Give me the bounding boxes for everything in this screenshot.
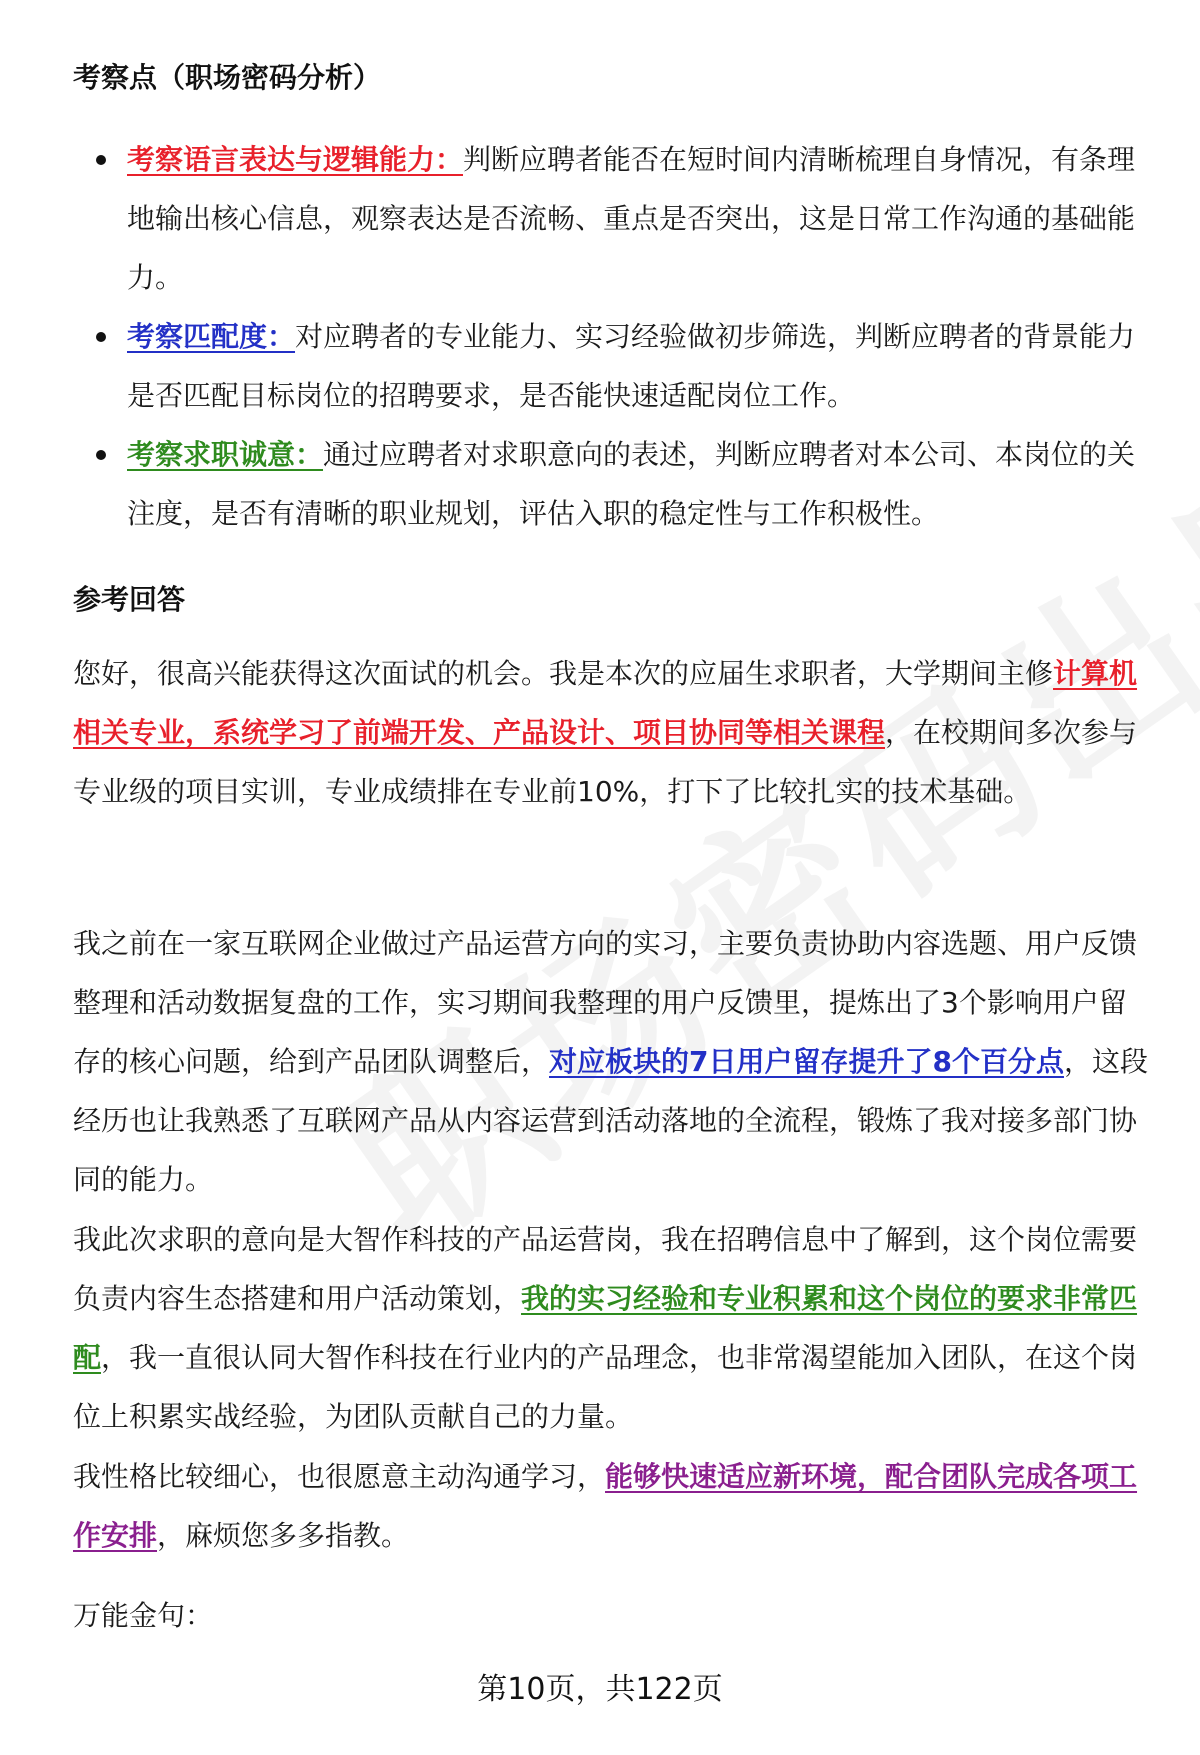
highlight-text: 能够快速适应新环境，配合团队完成各项工作安排 — [73, 1460, 1138, 1552]
section-heading-analysis: 考察点（职场密码分析） — [73, 61, 382, 94]
answer-paragraph-4 — [73, 1447, 1153, 1565]
paragraph-text: 我之前在一家互联网企业做过产品运营方向的实习，主要负责协助内容选题、用户反馈整理和活动数据复盘的工作，实习期间我整理的用户反馈里，提炼出了3个影响用户留存的核心问题，给到产品团队调整后， — [73, 927, 1138, 1078]
closing-line: 万能金句： — [73, 1599, 214, 1632]
list-item-text: 对应聘者的专业能力、实习经验做初步筛选，判断应聘者的背景能力是否匹配目标岗位的招聘要求，是否能快速适配岗位工作。 — [127, 320, 1136, 412]
highlight-text: 计算机相关专业，系统学习了前端开发、产品设计、项目协同等相关课程 — [73, 657, 1138, 749]
list-item — [73, 425, 1153, 543]
paragraph-text: ，麻烦您多多指教。 — [157, 1519, 410, 1552]
highlight-text: 我的实习经验和专业积累和这个岗位的要求非常匹配 — [73, 1282, 1138, 1374]
paragraph-text: 我性格比较细心，也很愿意主动沟通学习， — [73, 1460, 606, 1493]
answer-paragraph-1 — [73, 644, 1153, 821]
paragraph-text: ，这段经历也让我熟悉了互联网产品从内容运营到活动落地的全流程，锻炼了我对接多部门协同的能力。 — [73, 1045, 1148, 1196]
paragraph-text: ，在校期间多次参与专业级的项目实训，专业成绩排在专业前10%，打下了比较扎实的技术基础。 — [73, 716, 1138, 808]
answer-paragraph-3 — [73, 1210, 1153, 1446]
answer-paragraph-2 — [73, 914, 1153, 1209]
list-item-text: 通过应聘者对求职意向的表述，判断应聘者对本公司、本岗位的关注度，是否有清晰的职业规划，评估入职的稳定性与工作积极性。 — [127, 438, 1136, 530]
section-heading-answer: 参考回答 — [73, 583, 186, 616]
paragraph-text: 我此次求职的意向是大智作科技的产品运营岗，我在招聘信息中了解到，这个岗位需要负责内容生态搭建和用户活动策划， — [73, 1223, 1138, 1315]
page-number: 第10页，共122页 — [477, 1672, 723, 1707]
list-item-label: 考察语言表达与逻辑能力： — [127, 143, 464, 176]
list-item — [73, 130, 1153, 307]
list-item-label: 考察求职诚意： — [127, 438, 324, 471]
paragraph-text: 您好，很高兴能获得这次面试的机会。我是本次的应届生求职者，大学期间主修 — [73, 657, 1054, 690]
list-item-label: 考察匹配度： — [127, 320, 296, 353]
paragraph-text: ，我一直很认同大智作科技在行业内的产品理念，也非常渴望能加入团队，在这个岗位上积累实战经验，为团队贡献自己的力量。 — [73, 1341, 1138, 1433]
list-item-text: 判断应聘者能否在短时间内清晰梳理自身情况，有条理地输出核心信息，观察表达是否流畅、重点是否突出，这是日常工作沟通的基础能力。 — [127, 143, 1136, 294]
analysis-list — [73, 130, 1153, 543]
list-item — [73, 307, 1153, 425]
highlight-text: 对应板块的7日用户留存提升了8个百分点 — [549, 1045, 1064, 1078]
